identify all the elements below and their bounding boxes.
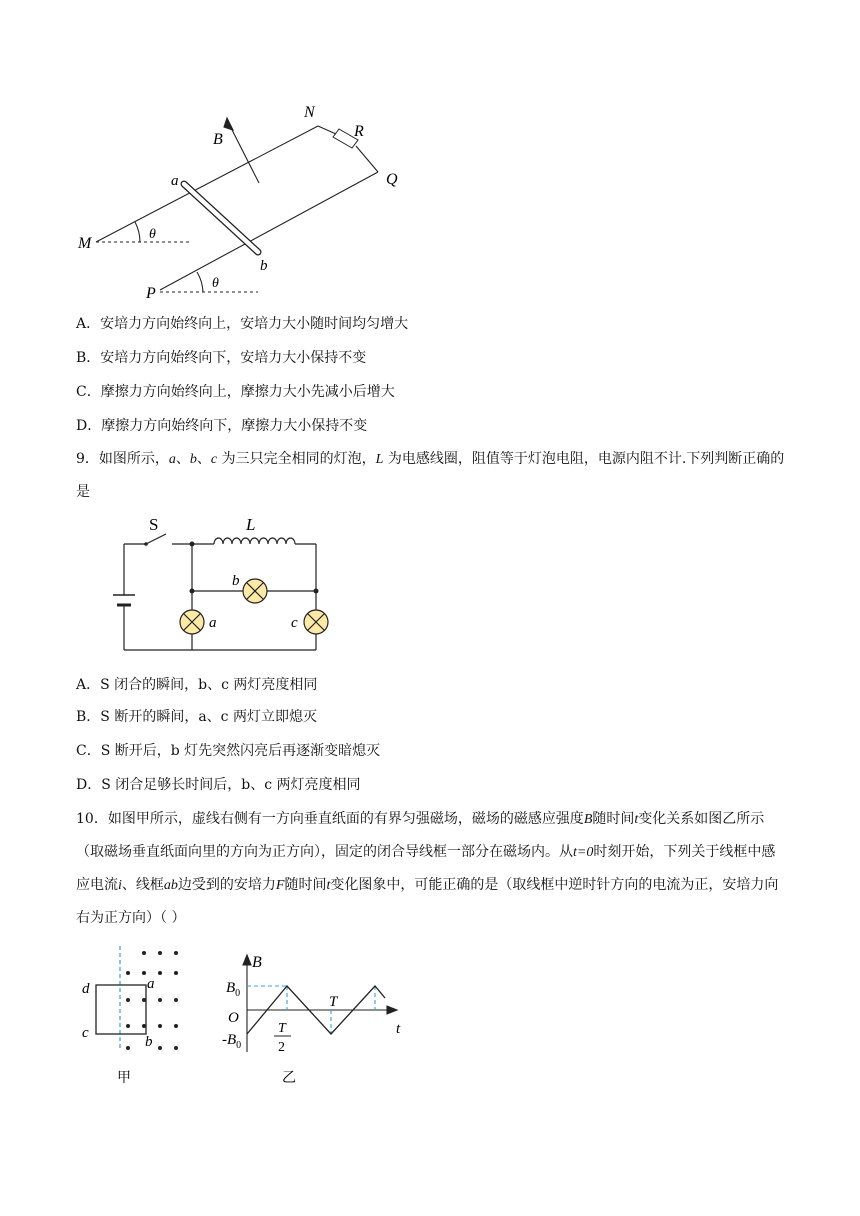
label-B0-sub: 0: [235, 988, 241, 999]
label-a: a: [171, 173, 179, 189]
q9-stem: 9．如图所示，a、b、c 为三只完全相同的灯泡，L 为电感线圈，阻值等于灯泡电阻，电源内阻不计.下列判断正确的是: [76, 451, 785, 500]
label-neg-B0: $-B_0$: [222, 1032, 242, 1051]
label-P: P: [146, 285, 156, 302]
label-T-half-num: T: [278, 1021, 286, 1036]
label-M: M: [78, 235, 92, 252]
q8-option-a: A．安培力方向始终向上，安培力大小随时间均匀增大: [76, 316, 409, 332]
figure-yi: [220, 940, 420, 1090]
label-O: O: [228, 1010, 239, 1026]
q9-option-d: D．S 闭合足够长时间后，b、c 两灯亮度相同: [76, 777, 361, 793]
label-theta-2: θ: [212, 276, 219, 291]
label-Q: Q: [386, 171, 398, 188]
label-B: B: [213, 131, 223, 148]
label-c: c: [291, 615, 298, 631]
label-t-axis: t: [396, 1021, 401, 1037]
label-T-half-den: 2: [278, 1040, 285, 1055]
label-a: a: [209, 615, 217, 631]
label-neg-B0-sub: 0: [236, 1040, 242, 1051]
label-S: S: [149, 515, 159, 534]
label-b: b: [260, 258, 268, 274]
label-N: N: [304, 104, 315, 121]
label-theta-1: θ: [149, 227, 156, 242]
q9-option-c: C．S 断开后，b 灯先突然闪亮后再逐渐变暗熄灭: [76, 743, 381, 759]
circuit-diagram: [0, 512, 860, 662]
label-R: R: [354, 123, 364, 140]
lamp-c-icon: [304, 610, 328, 634]
q8-option-c: C．摩擦力方向始终向上，摩擦力大小先减小后增大: [76, 384, 395, 400]
label-b: b: [145, 1034, 153, 1050]
q9-option-b: B．S 断开的瞬间，a、c 两灯立即熄灭: [76, 709, 317, 725]
q8-option-b: B．安培力方向始终向下，安培力大小保持不变: [76, 350, 367, 366]
q8-option-d: D．摩擦力方向始终向下，摩擦力大小保持不变: [76, 418, 368, 434]
lamp-b-icon: [243, 579, 267, 603]
q9-option-a: A．S 闭合的瞬间，b、c 两灯亮度相同: [76, 677, 318, 693]
label-T: T: [329, 994, 338, 1010]
label-c: c: [82, 1025, 89, 1041]
figure-inclined-rails: [0, 0, 860, 310]
label-B-axis: B: [252, 954, 262, 971]
label-d: d: [82, 981, 90, 997]
lamp-a-icon: [180, 610, 204, 634]
metal-rod-ab: [184, 184, 258, 252]
label-a: a: [147, 976, 155, 992]
q10-stem: 10．如图甲所示，虚线右侧有一方向垂直纸面的有界匀强磁场，磁场的磁感应强度B随时间t变化关系如图乙所示（取磁场垂直纸面向里的方向为正方向），固定的闭合导线框一部分在磁场内。从t=0时刻开始，下列关于线框中感应电流i、线框ab边受到的安培力F随时间t变化图象中，可能正确的是（取线框中逆时针方向的电流为正，安培力向右为正方向）（ ）: [76, 811, 779, 926]
label-L: L: [246, 515, 256, 534]
label-b: b: [232, 573, 240, 589]
caption-jia: 甲: [117, 1071, 131, 1086]
caption-yi: 乙: [282, 1071, 296, 1086]
label-B0: $B_0$: [226, 980, 241, 999]
